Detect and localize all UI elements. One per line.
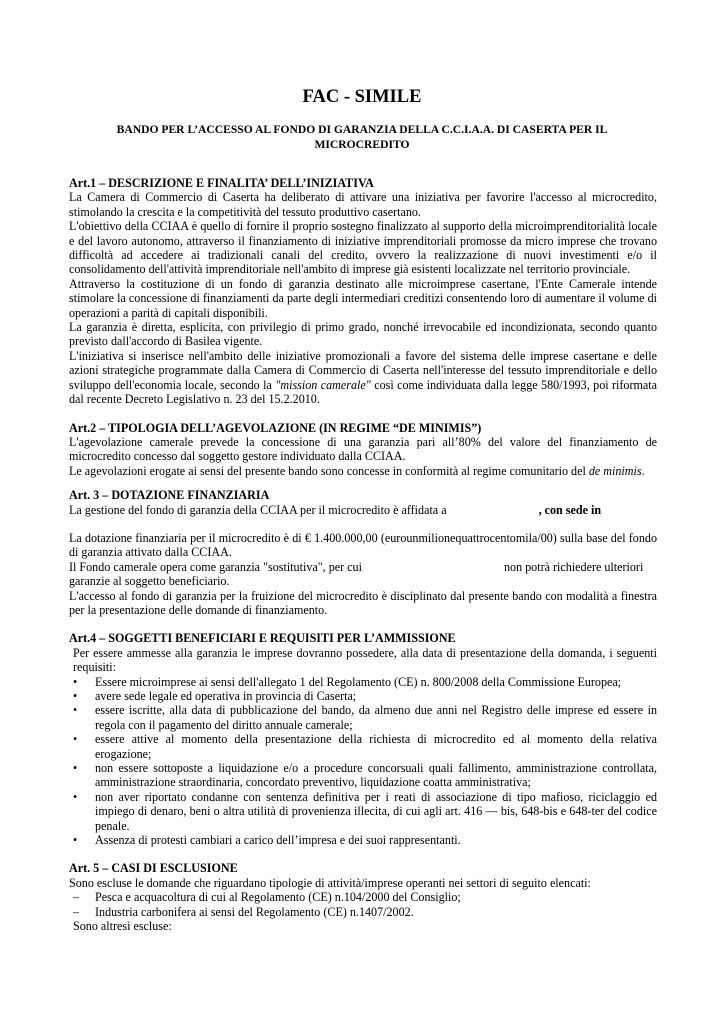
art4-intro: Per essere ammesse alla garanzia le imprese dovranno possedere, alla data di presentazione della domanda, i seguenti requisiti: <box>73 645 657 675</box>
art3-paragraph-4: L'accesso al fondo di garanzia per la fruizione del microcredito è disciplinato dal presente bando con modalità a finestra per la presentazione delle domande di finanziamento. <box>69 588 657 617</box>
bullet-icon: • <box>73 761 78 776</box>
list-item: • avere sede legale ed operativa in provincia di Caserta; <box>73 689 357 703</box>
art2-paragraph-1: L'agevolazione camerale prevede la concessione di una garanzia pari all’80% del valore del finanziamento de microcredito concesso dal soggetto gestore individuato dalla CCIAA. <box>69 434 657 464</box>
bullet-icon: • <box>73 732 78 747</box>
art5-heading: Art. 5 – CASI DI ESCLUSIONE <box>69 861 238 876</box>
list-item: • Essere microimprese ai sensi dell'allegato 1 del Regolamento (CE) n. 800/2008 della Commissione Europea; <box>73 674 622 689</box>
art1-mission-camerale: "mission camerale" <box>275 377 371 392</box>
list-item: – Industria carbonifera ai sensi del Regolamento (CE) n.1407/2002. <box>73 904 414 919</box>
art3-paragraph-3-start: Il Fondo camerale opera come garanzia "sostitutiva", per cui <box>69 559 362 574</box>
art4-heading: Art.4 – SOGGETTI BENEFICIARI E REQUISITI PER L’AMMISSIONE <box>69 631 456 646</box>
art3-heading: Art. 3 – DOTAZIONE FINANZIARIA <box>69 488 270 503</box>
art1-paragraph-3: Attraverso la costituzione di un fondo di garanzia destinato alle microimprese casertane, l'Ente Camerale intende stimolare la concessione di finanziamenti da parte degli intermediari creditizi consentendo loro di aumentare il volume di operazioni a parità di capitali disponibili. <box>69 276 657 320</box>
dash-icon: – <box>73 904 80 919</box>
art2-paragraph-2-end: . <box>641 463 645 478</box>
art3-paragraph-3-end: non potrà richiedere ulteriori garanzie al soggetto beneficiario. <box>69 559 644 589</box>
bullet-icon: • <box>73 703 78 718</box>
art4-requirements-list <box>69 675 657 848</box>
list-item: • essere iscritte, alla data di pubblicazione del bando, da almeno due anni nel Registro delle imprese ed essere in regola con il pagamento del diritto annuale camerale; <box>73 703 657 732</box>
bullet-icon: • <box>73 689 78 703</box>
art2-de-minimis: de minimis <box>588 463 642 478</box>
art1-paragraph-5-end: così come individuata dalla legge 580/1993, poi riformata dal recente Decreto Legislativo n. 23 del 15.2.2010. <box>69 377 658 407</box>
art3-paragraph-1-end: , con sede in <box>538 502 602 517</box>
bullet-icon: • <box>73 833 78 848</box>
bullet-icon: • <box>73 674 78 689</box>
list-item: • non essere sottoposte a liquidazione e/o a procedure concorsuali quali fallimento, amministrazione controllata, amministrazione straordinaria, concordato preventivo, liquidazione coatta amministrativa; <box>73 761 657 790</box>
art2-paragraph-2-start: Le agevolazioni erogate ai sensi del presente bando sono concesse in conformità al regime comunitario del <box>69 463 589 478</box>
art5-intro: Sono escluse le domande che riguardano tipologie di attività/imprese operanti nei settori di seguito elencati: <box>69 875 591 890</box>
list-item: • non aver riportato condanne con sentenza definitiva per i reati di associazione di tipo mafioso, riciclaggio ed impiego di denaro, beni o altra utilità di provenienza illecita, di cui agli art. 416 — bis, 648-bis e 648-ter del codice penale. <box>73 789 657 833</box>
document-subtitle: BANDO PER L’ACCESSO AL FONDO DI GARANZIA DELLA C.C.I.A.A. DI CASERTA PER IL MICROCREDITO <box>116 123 608 151</box>
list-item: • Assenza di protesti cambiari a carico dell’impresa e dei suoi rappresentanti. <box>73 833 461 848</box>
art1-paragraph-5 <box>69 349 657 407</box>
art2-paragraph-2 <box>69 464 657 478</box>
art1-paragraph-4: La garanzia è diretta, esplicita, con privilegio di primo grado, nonché irrevocabile ed incondizionata, secondo quanto previsto dall'accordo di Basilea vigente. <box>69 320 657 349</box>
art1-paragraph-1: La Camera di Commercio di Caserta ha deliberato di attivare una iniziativa per favorire l'accesso al microcredito, stimolando la crescita e la competitività del tessuto produttivo casertano. <box>69 190 657 219</box>
art3-paragraph-1 <box>69 503 657 517</box>
art3-paragraph-3 <box>69 560 657 589</box>
art3-paragraph-2: La dotazione finanziaria per il microcredito è di € 1.400.000,00 (eurounmilionequattrocentomila/00) sulla base del fondo di garanzia attivato dalla CCIAA. <box>69 530 657 560</box>
art1-paragraph-5-start: L'iniziativa si inserisce nell'ambito delle iniziative promozionali a favore del sistema delle imprese casertane e delle azioni strategiche programmate dalla Camera di Commercio di Caserta nell'interesse del tessuto imprenditoriale e dello sviluppo dell'economia locale, secondo la <box>69 348 657 392</box>
art1-heading: Art.1 – DESCRIZIONE E FINALITA’ DELL’INIZIATIVA <box>69 176 374 190</box>
document-title: FAC - SIMILE <box>302 87 422 107</box>
art3-paragraph-1-start: La gestione del fondo di garanzia della CCIAA per il microcredito è affidata a <box>69 502 447 517</box>
art1-paragraph-2: L'obiettivo della CCIAA è quello di fornire il proprio sostegno finalizzato al supporto della microimprenditorialità locale e del lavoro autonomo, attraverso il finanziamento di iniziative imprenditoriali promosse da micro imprese che trovano difficoltà ad accedere ai tradizionali canali del credito, ovvero la realizzazione di nuovi investimenti e/o il consolidamento dell'attività imprenditoriale nell'ambito di imprese già esistenti localizzate nel territorio provinciale. <box>69 219 657 277</box>
dash-icon: – <box>73 890 80 905</box>
art5-outro: Sono altresì escluse: <box>73 919 172 934</box>
document-body <box>69 176 657 934</box>
list-item: – Pesca e acquacoltura di cui al Regolamento (CE) n.104/2000 del Consiglio; <box>73 890 461 905</box>
bullet-icon: • <box>73 789 78 804</box>
art2-heading: Art.2 – TIPOLOGIA DELL’AGEVOLAZIONE (IN REGIME “DE MINIMIS”) <box>69 420 482 435</box>
list-item: • essere attive al momento della presentazione della richiesta di microcredito ed al momento della relativa erogazione; <box>73 732 657 761</box>
art5-exclusions-list <box>69 890 657 919</box>
